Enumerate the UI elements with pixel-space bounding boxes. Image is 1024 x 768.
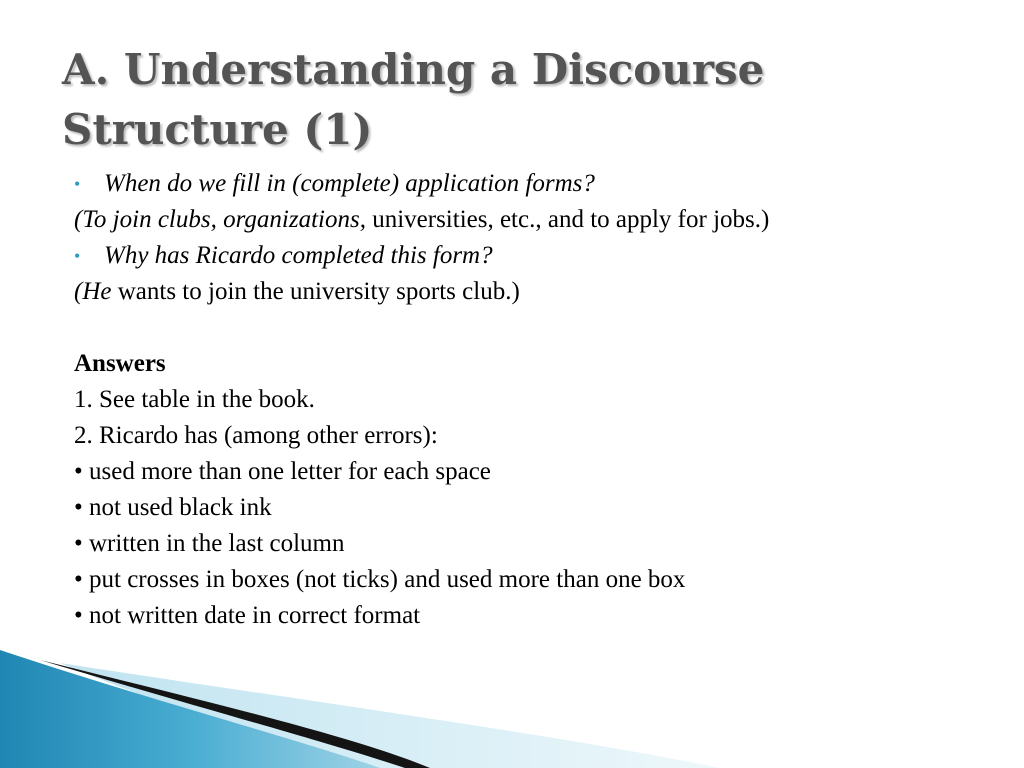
error-item: • used more than one letter for each space: [74, 458, 491, 485]
answers-heading: Answers: [74, 350, 166, 377]
error-item: • put crosses in boxes (not ticks) and used more than one box: [74, 566, 686, 593]
question-2-text: Why has Ricardo completed this form?: [104, 242, 493, 269]
answer-1-italic: (To join clubs, organizations,: [74, 206, 366, 233]
bullet-icon: •: [74, 174, 81, 194]
answer-2-italic: (He: [74, 278, 112, 305]
bullet-icon: •: [74, 246, 81, 266]
error-item: • not written date in correct format: [74, 602, 421, 629]
error-item: • written in the last column: [74, 530, 345, 557]
answers-item-2: 2. Ricardo has (among other errors):: [74, 422, 438, 449]
answer-2-regular: wants to join the university sports club.): [111, 278, 520, 305]
answers-item-1: 1. See table in the book.: [74, 386, 315, 413]
error-item: • not used black ink: [74, 494, 272, 521]
question-1-text: When do we fill in (complete) application forms?: [104, 170, 595, 197]
title-line-2: Structure (1): [62, 105, 373, 154]
answer-1-regular: universities, etc., and to apply for jobs.): [365, 206, 770, 233]
title-line-1: A. Understanding a Discourse: [62, 45, 765, 94]
